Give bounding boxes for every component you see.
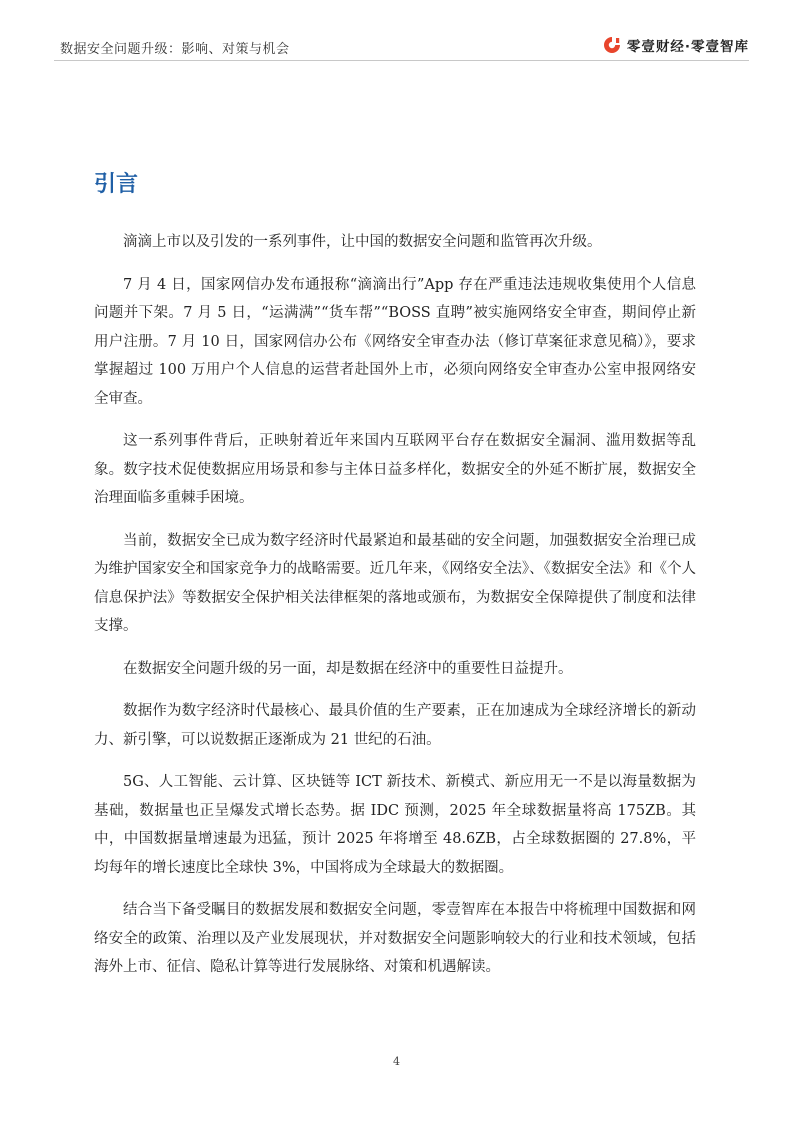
- zero-one-logo-icon: [602, 35, 622, 55]
- section-title: 引言: [94, 172, 139, 197]
- paragraph: 结合当下备受瞩目的数据发展和数据安全问题，零壹智库在本报告中将梳理中国数据和网络安全的政策、治理以及产业发展现状，并对数据安全问题影响较大的行业和技术领域，包括海外上市、征信、隐私计算等进行发展脉络、对策和机遇解读。: [94, 902, 696, 975]
- paragraph: 这一系列事件背后，正映射着近年来国内互联网平台存在数据安全漏洞、滥用数据等乱象。数字技术促使数据应用场景和参与主体日益多样化，数据安全的外延不断扩展，数据安全治理面临多重棘手困境。: [94, 433, 696, 506]
- header-divider: [54, 60, 749, 61]
- report-title: 数据安全问题升级：影响、对策与机会: [60, 42, 290, 57]
- paragraph: 在数据安全问题升级的另一面，却是数据在经济中的重要性日益提升。: [123, 660, 573, 677]
- paragraph: 当前，数据安全已成为数字经济时代最紧迫和最基础的安全问题，加强数据安全治理已成为维护国家安全和国家竞争力的战略需要。近几年来，《网络安全法》、《数据安全法》和《个人信息保护法》等数据安全保护相关法律框架的落地或颁布，为数据安全保障提供了制度和法律支撑。: [94, 532, 696, 634]
- paragraph: 5G、人工智能、云计算、区块链等 ICT 新技术、新模式、新应用无一不是以海量数据为基础，数据量也正呈爆发式增长态势。据 IDC 预测，2025 年全球数据量将高 175ZB。其中，中国数据量增速最为迅猛，预计 2025 年将增至 48.6ZB，占全球数据圈的 27.8%，平均每年的增长速度比全球快 3%，中国将成为全球最大的数据圈。: [94, 774, 696, 876]
- brand-name: 零壹财经·零壹智库: [626, 39, 749, 55]
- page-header: [0, 0, 793, 70]
- paragraph: 数据作为数字经济时代最核心、最具价值的生产要素，正在加速成为全球经济增长的新动力、新引擎，可以说数据正逐渐成为 21 世纪的石油。: [94, 703, 696, 748]
- paragraph: 滴滴上市以及引发的一系列事件，让中国的数据安全问题和监管再次升级。: [123, 234, 602, 250]
- body-content: [94, 228, 696, 996]
- brand: [602, 35, 749, 55]
- page-number: 4: [393, 1055, 400, 1068]
- paragraph: 7 月 4 日，国家网信办发布通报称“滴滴出行”App 存在严重违法违规收集使用个人信息问题并下架。7 月 5 日，“运满满”“货车帮”“BOSS 直聘”被实施网络安全审查，期间停止新用户注册。7 月 10 日，国家网信办公布《网络安全审查办法（修订草案征求意见稿）》，要求掌握超过 100 万用户个人信息的运营者赴国外上市，必须向网络安全审查办公室申报网络安全审查。: [94, 276, 696, 407]
